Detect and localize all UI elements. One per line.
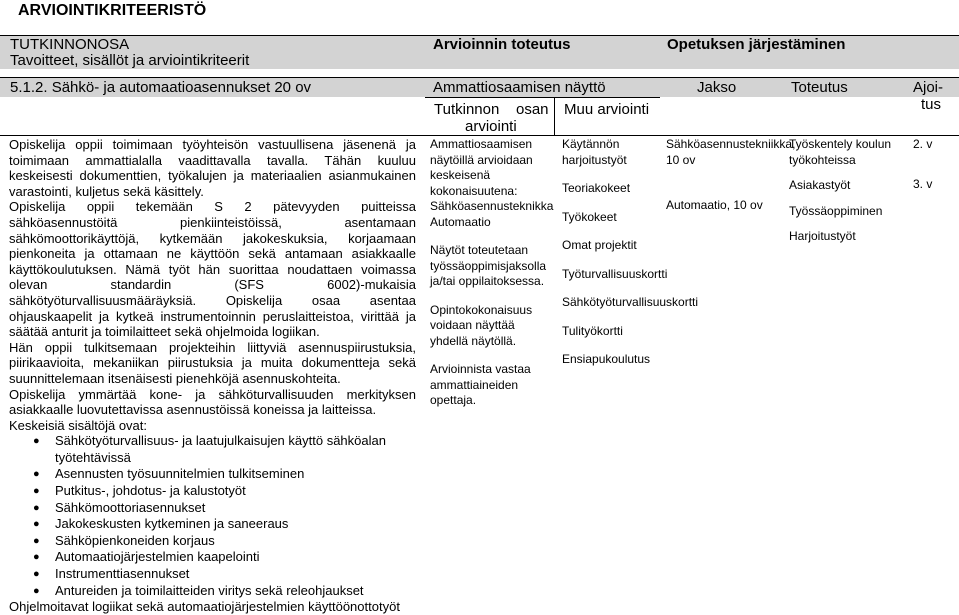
teaching-arrangement-heading: Opetuksen järjestäminen	[667, 36, 846, 53]
part-assessment-column	[430, 137, 552, 409]
implementation-column	[789, 137, 904, 245]
part-assessment-text: Näytöt toteutetaan työssäoppimisjaksolla ja/tai oppilaitoksessa.	[430, 243, 547, 288]
period-heading: Jakso	[697, 79, 737, 96]
core-contents-list	[9, 433, 416, 599]
competence-demo-heading: Ammattiosaamisen näyttö	[433, 79, 606, 96]
objectives-closing: Ohjelmoitavat logiikat sekä automaatiojärjestelmien käyttöönottotyöt	[9, 599, 400, 615]
objectives-paragraph-2: Opiskelija oppii tekemään S 2 pätevyyden puitteissa sähköasennustöitä pienkiinteistöissä, asentamaan sähkömoottorikäyttöjä, kytkemään jakokeskuksia, korjaamaan pienkoneita ja ottamaan ne käyttöön sekä antamaan asiakkaalle käyttökoulutuksen. Nämä työt hän suorittaa noudattaen voimassa olevan standardin (SFS 6002)-mukaisia sähkötyöturvallisuusmääräyksiä. Opiskelija osaa asentaa ohjauskaapelit ja kytkeä instrumentoinnin peruslaitteistoa, virittää ja säätää anturit ja toimilaitteet sekä ohjelmoida logiikan.	[9, 199, 416, 340]
list-item: ● Sähkömoottoriasennukset	[9, 500, 416, 517]
document-title: ARVIOINTIKRITEERISTÖ	[18, 2, 207, 19]
objectives-paragraph-1: Opiskelija oppii toimimaan työyhteisön vastuullisena jäsenenä ja toimimaan ammattialalla vaadittavalla tavalla. Tähän kuuluu keskeisesti dokumenttien, työkalujen ja materiaalien asianmukainen varastointi, kuljetus sekä käsittely.	[9, 137, 416, 199]
part-assessment-heading-line2: arviointi	[465, 118, 517, 135]
core-contents-heading: Keskeisiä sisältöjä ovat:	[9, 417, 148, 433]
part-assessment-text: Ammattiosaamisen näytöillä arvioidaan keskeisenä kokonaisuutena: Sähköasennusteknikka Automaatio	[430, 137, 554, 229]
timing-heading-line1: Ajoi-	[913, 79, 944, 96]
other-assessment-item: Ensiapukoulutus	[562, 352, 651, 366]
other-assessment-heading: Muu arviointi	[564, 101, 650, 118]
other-assessment-column	[562, 137, 699, 368]
part-assessment-heading-line1: Tutkinnon osan	[434, 101, 549, 118]
rule	[554, 97, 555, 135]
list-item: ● Automaatiojärjestelmien kaapelointi	[9, 549, 416, 566]
rule	[425, 97, 660, 98]
other-assessment-item: Teoriakokeet	[562, 181, 631, 195]
timing-heading-line2: tus	[921, 96, 942, 113]
list-item: ● Asennusten työsuunnitelmien tulkitseminen	[9, 466, 416, 483]
other-assessment-item: Käytännön harjoitustyöt	[562, 137, 627, 167]
objectives-paragraph-3: Hän oppii tulkitsemaan projekteihin liittyviä asennuspiirustuksia, piirikaavioita, mekaniikan piirustuksia ja muita dokumentteja sekä suunnittelemaan itsenäisesti pienehköjä asennuskohteita.	[9, 339, 416, 386]
period-item: Sähköasennustekniikka, 10 ov	[666, 137, 796, 167]
timing-value: 2. v	[913, 137, 933, 151]
objectives-column	[9, 137, 416, 615]
list-item: ● Instrumenttiasennukset	[9, 566, 416, 583]
list-item: ● Sähkötyöturvallisuus- ja laatujulkaisujen käyttö sähköalan työtehtävissä	[9, 433, 416, 466]
list-item: ● Jakokeskusten kytkeminen ja saneeraus	[9, 516, 416, 533]
list-item: ● Putkitus-, johdotus- ja kalustotyöt	[9, 483, 416, 500]
implementation-item: Työskentely koulun työkohteissa	[789, 137, 892, 167]
module-title: 5.1.2. Sähkö- ja automaatioasennukset 20 ov	[10, 79, 312, 96]
period-item: Automaatio, 10 ov	[666, 198, 763, 212]
assessment-implementation-heading: Arvioinnin toteutus	[433, 36, 571, 53]
unit-label: TUTKINNONOSA	[10, 36, 130, 53]
implementation-item: Harjoitustyöt	[789, 229, 856, 243]
implementation-item: Työssäoppiminen	[789, 203, 883, 218]
part-assessment-text: Opintokokonaisuus voidaan näyttää yhdellä näytöllä.	[430, 302, 533, 348]
rule	[0, 135, 959, 136]
other-assessment-item: Työkokeet	[562, 209, 617, 224]
objectives-paragraph-4: Opiskelija ymmärtää kone- ja sähköturvallisuuden merkityksen asiakkaalle luovutettavissa asennustöissä koneissa ja laitteissa.	[9, 386, 416, 418]
rule	[0, 77, 959, 78]
timing-value: 3. v	[913, 177, 933, 191]
part-assessment-text: Arvioinnista vastaa ammattiaineiden opettaja.	[430, 362, 531, 407]
implementation-heading: Toteutus	[791, 79, 848, 96]
period-column	[666, 137, 796, 214]
implementation-item: Asiakastyöt	[789, 178, 851, 192]
other-assessment-item: Työturvallisuuskortti	[562, 266, 668, 281]
list-item: ● Antureiden ja toimilaitteiden viritys sekä releohjaukset	[9, 583, 416, 600]
list-item: ● Sähköpienkoneiden korjaus	[9, 533, 416, 550]
other-assessment-item: Sähkötyöturvallisuuskortti	[562, 295, 699, 309]
other-assessment-item: Omat projektit	[562, 238, 637, 252]
unit-subtitle: Tavoitteet, sisällöt ja arviointikriteerit	[10, 52, 250, 69]
other-assessment-item: Tulityökortti	[562, 323, 623, 338]
